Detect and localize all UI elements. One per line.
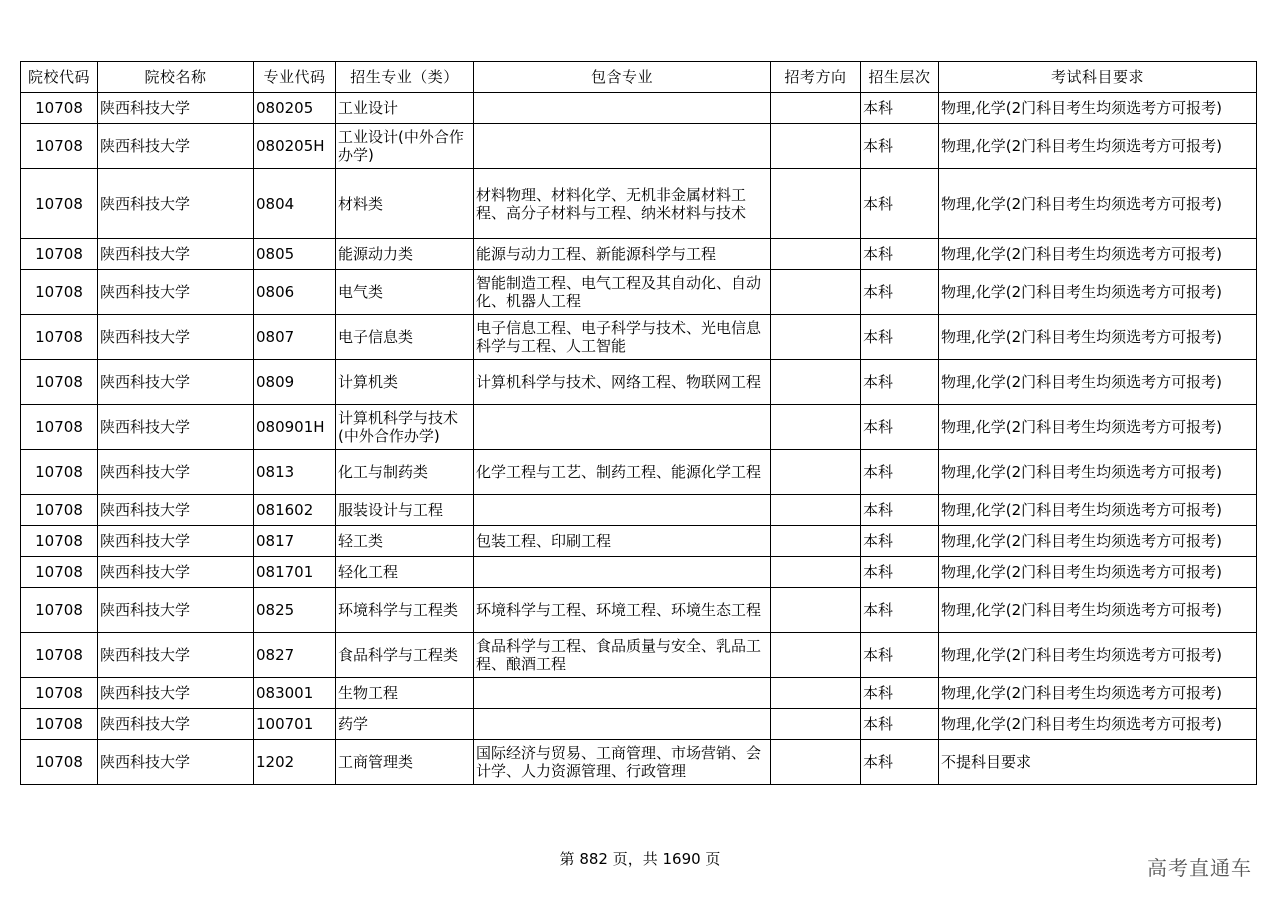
cell-major-code: 100701 — [254, 709, 336, 740]
cell-level: 本科 — [861, 124, 939, 169]
header-major-code: 专业代码 — [254, 62, 336, 93]
cell-school-code: 10708 — [21, 588, 98, 633]
cell-school-code: 10708 — [21, 405, 98, 450]
cell-direction — [771, 709, 861, 740]
cell-direction — [771, 270, 861, 315]
cell-included-majors — [474, 405, 771, 450]
cell-level: 本科 — [861, 405, 939, 450]
cell-major-code: 081602 — [254, 495, 336, 526]
cell-major-name: 工业设计(中外合作办学) — [336, 124, 474, 169]
cell-major-code: 080205H — [254, 124, 336, 169]
cell-level: 本科 — [861, 360, 939, 405]
cell-direction — [771, 526, 861, 557]
cell-direction — [771, 169, 861, 239]
enrollment-table — [20, 61, 1257, 785]
cell-requirement: 物理,化学(2门科目考生均须选考方可报考) — [939, 124, 1257, 169]
table-header-row — [21, 62, 1257, 93]
cell-major-code: 080205 — [254, 93, 336, 124]
table-row — [21, 709, 1257, 740]
cell-level: 本科 — [861, 526, 939, 557]
cell-major-code: 0827 — [254, 633, 336, 678]
cell-level: 本科 — [861, 557, 939, 588]
cell-requirement: 物理,化学(2门科目考生均须选考方可报考) — [939, 709, 1257, 740]
cell-major-name: 电子信息类 — [336, 315, 474, 360]
cell-major-code: 1202 — [254, 740, 336, 785]
cell-major-name: 环境科学与工程类 — [336, 588, 474, 633]
cell-direction — [771, 633, 861, 678]
cell-school-code: 10708 — [21, 526, 98, 557]
cell-major-name: 计算机科学与技术(中外合作办学) — [336, 405, 474, 450]
cell-level: 本科 — [861, 169, 939, 239]
header-included-majors: 包含专业 — [474, 62, 771, 93]
cell-requirement: 物理,化学(2门科目考生均须选考方可报考) — [939, 633, 1257, 678]
header-direction: 招考方向 — [771, 62, 861, 93]
cell-school-code: 10708 — [21, 709, 98, 740]
cell-direction — [771, 315, 861, 360]
cell-major-name: 化工与制药类 — [336, 450, 474, 495]
cell-included-majors: 国际经济与贸易、工商管理、市场营销、会计学、人力资源管理、行政管理 — [474, 740, 771, 785]
cell-included-majors — [474, 709, 771, 740]
cell-school-name: 陕西科技大学 — [98, 93, 254, 124]
table-row — [21, 270, 1257, 315]
cell-level: 本科 — [861, 270, 939, 315]
cell-major-code: 083001 — [254, 678, 336, 709]
watermark: 高考直通车 — [1147, 856, 1252, 880]
table-row — [21, 740, 1257, 785]
cell-requirement: 物理,化学(2门科目考生均须选考方可报考) — [939, 450, 1257, 495]
cell-included-majors: 食品科学与工程、食品质量与安全、乳品工程、酿酒工程 — [474, 633, 771, 678]
cell-major-name: 服装设计与工程 — [336, 495, 474, 526]
cell-major-name: 电气类 — [336, 270, 474, 315]
cell-included-majors: 计算机科学与技术、网络工程、物联网工程 — [474, 360, 771, 405]
cell-school-name: 陕西科技大学 — [98, 360, 254, 405]
cell-requirement: 物理,化学(2门科目考生均须选考方可报考) — [939, 239, 1257, 270]
cell-school-name: 陕西科技大学 — [98, 557, 254, 588]
cell-major-name: 轻工类 — [336, 526, 474, 557]
cell-school-name: 陕西科技大学 — [98, 124, 254, 169]
cell-level: 本科 — [861, 588, 939, 633]
table-row — [21, 678, 1257, 709]
cell-major-name: 能源动力类 — [336, 239, 474, 270]
cell-major-code: 081701 — [254, 557, 336, 588]
cell-requirement: 物理,化学(2门科目考生均须选考方可报考) — [939, 678, 1257, 709]
table-row — [21, 124, 1257, 169]
cell-major-code: 0813 — [254, 450, 336, 495]
cell-school-name: 陕西科技大学 — [98, 450, 254, 495]
cell-requirement: 物理,化学(2门科目考生均须选考方可报考) — [939, 270, 1257, 315]
table-row — [21, 239, 1257, 270]
cell-level: 本科 — [861, 709, 939, 740]
cell-direction — [771, 124, 861, 169]
cell-school-code: 10708 — [21, 678, 98, 709]
cell-requirement: 物理,化学(2门科目考生均须选考方可报考) — [939, 526, 1257, 557]
cell-school-code: 10708 — [21, 360, 98, 405]
cell-level: 本科 — [861, 93, 939, 124]
cell-major-name: 生物工程 — [336, 678, 474, 709]
cell-school-name: 陕西科技大学 — [98, 588, 254, 633]
cell-school-name: 陕西科技大学 — [98, 239, 254, 270]
cell-included-majors — [474, 495, 771, 526]
cell-direction — [771, 495, 861, 526]
cell-direction — [771, 678, 861, 709]
cell-included-majors: 化学工程与工艺、制药工程、能源化学工程 — [474, 450, 771, 495]
cell-school-name: 陕西科技大学 — [98, 405, 254, 450]
cell-included-majors: 电子信息工程、电子科学与技术、光电信息科学与工程、人工智能 — [474, 315, 771, 360]
cell-level: 本科 — [861, 450, 939, 495]
cell-major-code: 0809 — [254, 360, 336, 405]
header-major-name: 招生专业（类） — [336, 62, 474, 93]
cell-requirement: 物理,化学(2门科目考生均须选考方可报考) — [939, 588, 1257, 633]
cell-school-code: 10708 — [21, 557, 98, 588]
cell-included-majors: 环境科学与工程、环境工程、环境生态工程 — [474, 588, 771, 633]
cell-major-name: 材料类 — [336, 169, 474, 239]
cell-school-name: 陕西科技大学 — [98, 740, 254, 785]
cell-major-code: 0806 — [254, 270, 336, 315]
cell-included-majors — [474, 557, 771, 588]
cell-major-name: 计算机类 — [336, 360, 474, 405]
page-number: 第 882 页，共 1690 页 — [559, 850, 721, 868]
cell-included-majors: 材料物理、材料化学、无机非金属材料工程、高分子材料与工程、纳米材料与技术 — [474, 169, 771, 239]
cell-school-code: 10708 — [21, 315, 98, 360]
cell-school-name: 陕西科技大学 — [98, 169, 254, 239]
cell-school-code: 10708 — [21, 740, 98, 785]
cell-major-code: 080901H — [254, 405, 336, 450]
cell-included-majors: 能源与动力工程、新能源科学与工程 — [474, 239, 771, 270]
cell-direction — [771, 405, 861, 450]
cell-major-name: 工业设计 — [336, 93, 474, 124]
cell-school-code: 10708 — [21, 450, 98, 495]
cell-major-name: 工商管理类 — [336, 740, 474, 785]
header-school-code: 院校代码 — [21, 62, 98, 93]
cell-school-code: 10708 — [21, 633, 98, 678]
cell-school-name: 陕西科技大学 — [98, 315, 254, 360]
cell-direction — [771, 239, 861, 270]
cell-included-majors: 智能制造工程、电气工程及其自动化、自动化、机器人工程 — [474, 270, 771, 315]
cell-direction — [771, 450, 861, 495]
table-row — [21, 405, 1257, 450]
cell-requirement: 物理,化学(2门科目考生均须选考方可报考) — [939, 360, 1257, 405]
table-row — [21, 588, 1257, 633]
cell-level: 本科 — [861, 495, 939, 526]
table-row — [21, 557, 1257, 588]
cell-school-name: 陕西科技大学 — [98, 526, 254, 557]
cell-included-majors — [474, 124, 771, 169]
cell-school-code: 10708 — [21, 124, 98, 169]
cell-direction — [771, 588, 861, 633]
cell-school-name: 陕西科技大学 — [98, 270, 254, 315]
cell-requirement: 物理,化学(2门科目考生均须选考方可报考) — [939, 557, 1257, 588]
cell-school-code: 10708 — [21, 93, 98, 124]
table-row — [21, 315, 1257, 360]
cell-level: 本科 — [861, 678, 939, 709]
header-school-name: 院校名称 — [98, 62, 254, 93]
cell-school-code: 10708 — [21, 495, 98, 526]
cell-major-name: 药学 — [336, 709, 474, 740]
cell-major-code: 0807 — [254, 315, 336, 360]
cell-direction — [771, 360, 861, 405]
cell-major-code: 0817 — [254, 526, 336, 557]
cell-school-name: 陕西科技大学 — [98, 709, 254, 740]
cell-level: 本科 — [861, 633, 939, 678]
cell-major-code: 0805 — [254, 239, 336, 270]
table-row — [21, 450, 1257, 495]
cell-level: 本科 — [861, 315, 939, 360]
table-row — [21, 169, 1257, 239]
cell-major-name: 食品科学与工程类 — [336, 633, 474, 678]
cell-requirement: 不提科目要求 — [939, 740, 1257, 785]
cell-school-code: 10708 — [21, 169, 98, 239]
cell-level: 本科 — [861, 239, 939, 270]
cell-school-code: 10708 — [21, 239, 98, 270]
cell-included-majors: 包装工程、印刷工程 — [474, 526, 771, 557]
cell-requirement: 物理,化学(2门科目考生均须选考方可报考) — [939, 315, 1257, 360]
table-row — [21, 633, 1257, 678]
cell-requirement: 物理,化学(2门科目考生均须选考方可报考) — [939, 169, 1257, 239]
cell-included-majors — [474, 93, 771, 124]
cell-school-name: 陕西科技大学 — [98, 495, 254, 526]
cell-requirement: 物理,化学(2门科目考生均须选考方可报考) — [939, 495, 1257, 526]
table-row — [21, 495, 1257, 526]
cell-requirement: 物理,化学(2门科目考生均须选考方可报考) — [939, 93, 1257, 124]
cell-major-code: 0804 — [254, 169, 336, 239]
cell-major-code: 0825 — [254, 588, 336, 633]
header-requirement: 考试科目要求 — [939, 62, 1257, 93]
cell-level: 本科 — [861, 740, 939, 785]
cell-major-name: 轻化工程 — [336, 557, 474, 588]
table-row — [21, 93, 1257, 124]
cell-requirement: 物理,化学(2门科目考生均须选考方可报考) — [939, 405, 1257, 450]
cell-school-name: 陕西科技大学 — [98, 678, 254, 709]
cell-direction — [771, 740, 861, 785]
table-row — [21, 526, 1257, 557]
header-level: 招生层次 — [861, 62, 939, 93]
cell-direction — [771, 93, 861, 124]
cell-school-code: 10708 — [21, 270, 98, 315]
cell-included-majors — [474, 678, 771, 709]
cell-direction — [771, 557, 861, 588]
table-row — [21, 360, 1257, 405]
cell-school-name: 陕西科技大学 — [98, 633, 254, 678]
